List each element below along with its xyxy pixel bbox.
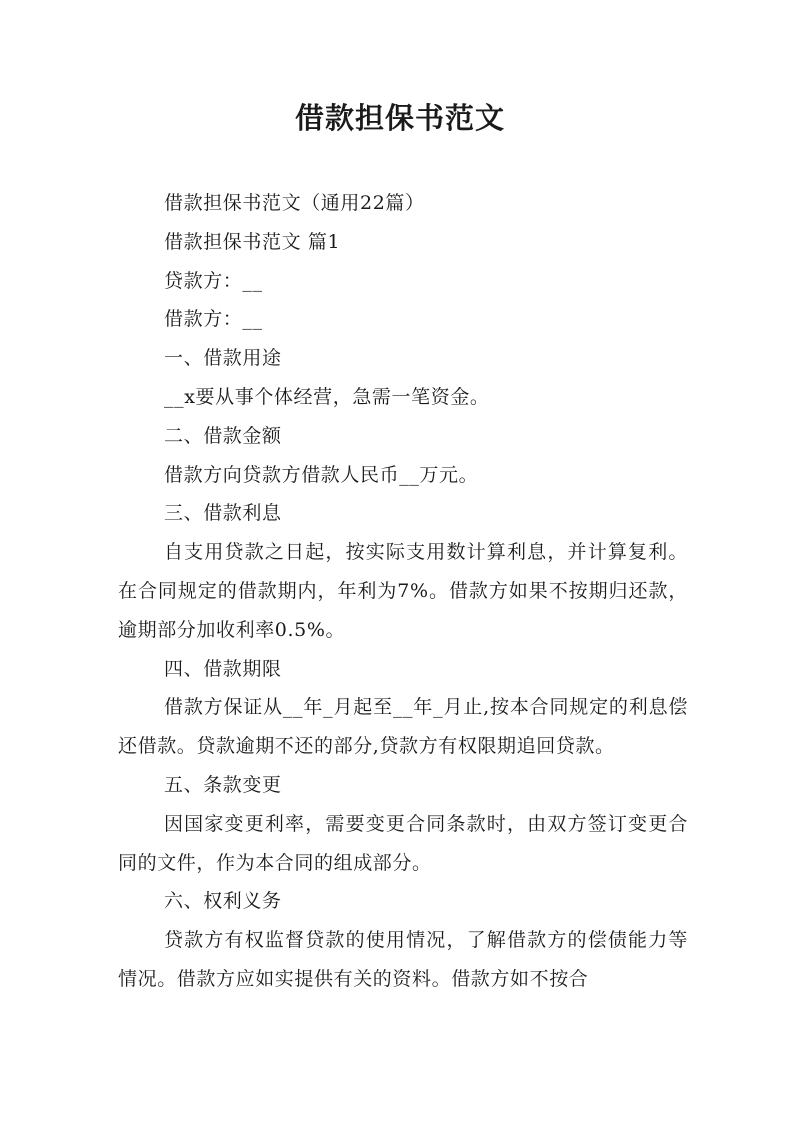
section-heading-rights: 六、权利义务	[164, 890, 282, 913]
paragraph-rights: 贷款方有权监督贷款的使用情况，了解借款方的偿债能力等情况。借款方应如实提供有关的资料。借款方如不按合	[118, 929, 688, 990]
paragraph-interest: 自支用贷款之日起，按实际支用数计算利息，并计算复利。在合同规定的借款期内，年利为7%。借款方如果不按期归还款，逾期部分加收利率0.5%。	[118, 541, 688, 641]
paragraph-term: 借款方保证从__年_月起至__年_月止,按本合同规定的利息偿还借款。贷款逾期不还的部分,贷款方有权限期追回贷款。	[118, 696, 688, 758]
section-heading-amount: 二、借款金额	[164, 424, 282, 447]
paragraph-heading-collection: 借款担保书范文（通用22篇）	[164, 192, 425, 214]
paragraph-changes: 因国家变更利率，需要变更合同条款时，由双方签订变更合同的文件，作为本合同的组成部分。	[118, 812, 688, 874]
paragraph-purpose: __x要从事个体经营，急需一笔资金。	[164, 385, 490, 408]
paragraph-article-number: 借款担保书范文 篇1	[164, 230, 341, 253]
section-heading-interest: 三、借款利息	[164, 502, 282, 525]
paragraph-amount: 借款方向贷款方借款人民币__万元。	[164, 463, 479, 486]
section-heading-changes: 五、条款变更	[164, 773, 282, 796]
section-heading-term: 四、借款期限	[164, 657, 282, 680]
paragraph-borrower: 借款方：__	[164, 308, 263, 331]
section-heading-purpose: 一、借款用途	[164, 347, 282, 370]
paragraph-lender: 贷款方：__	[164, 269, 263, 292]
document-title: 借款担保书范文	[294, 101, 505, 135]
document-body	[118, 184, 688, 999]
